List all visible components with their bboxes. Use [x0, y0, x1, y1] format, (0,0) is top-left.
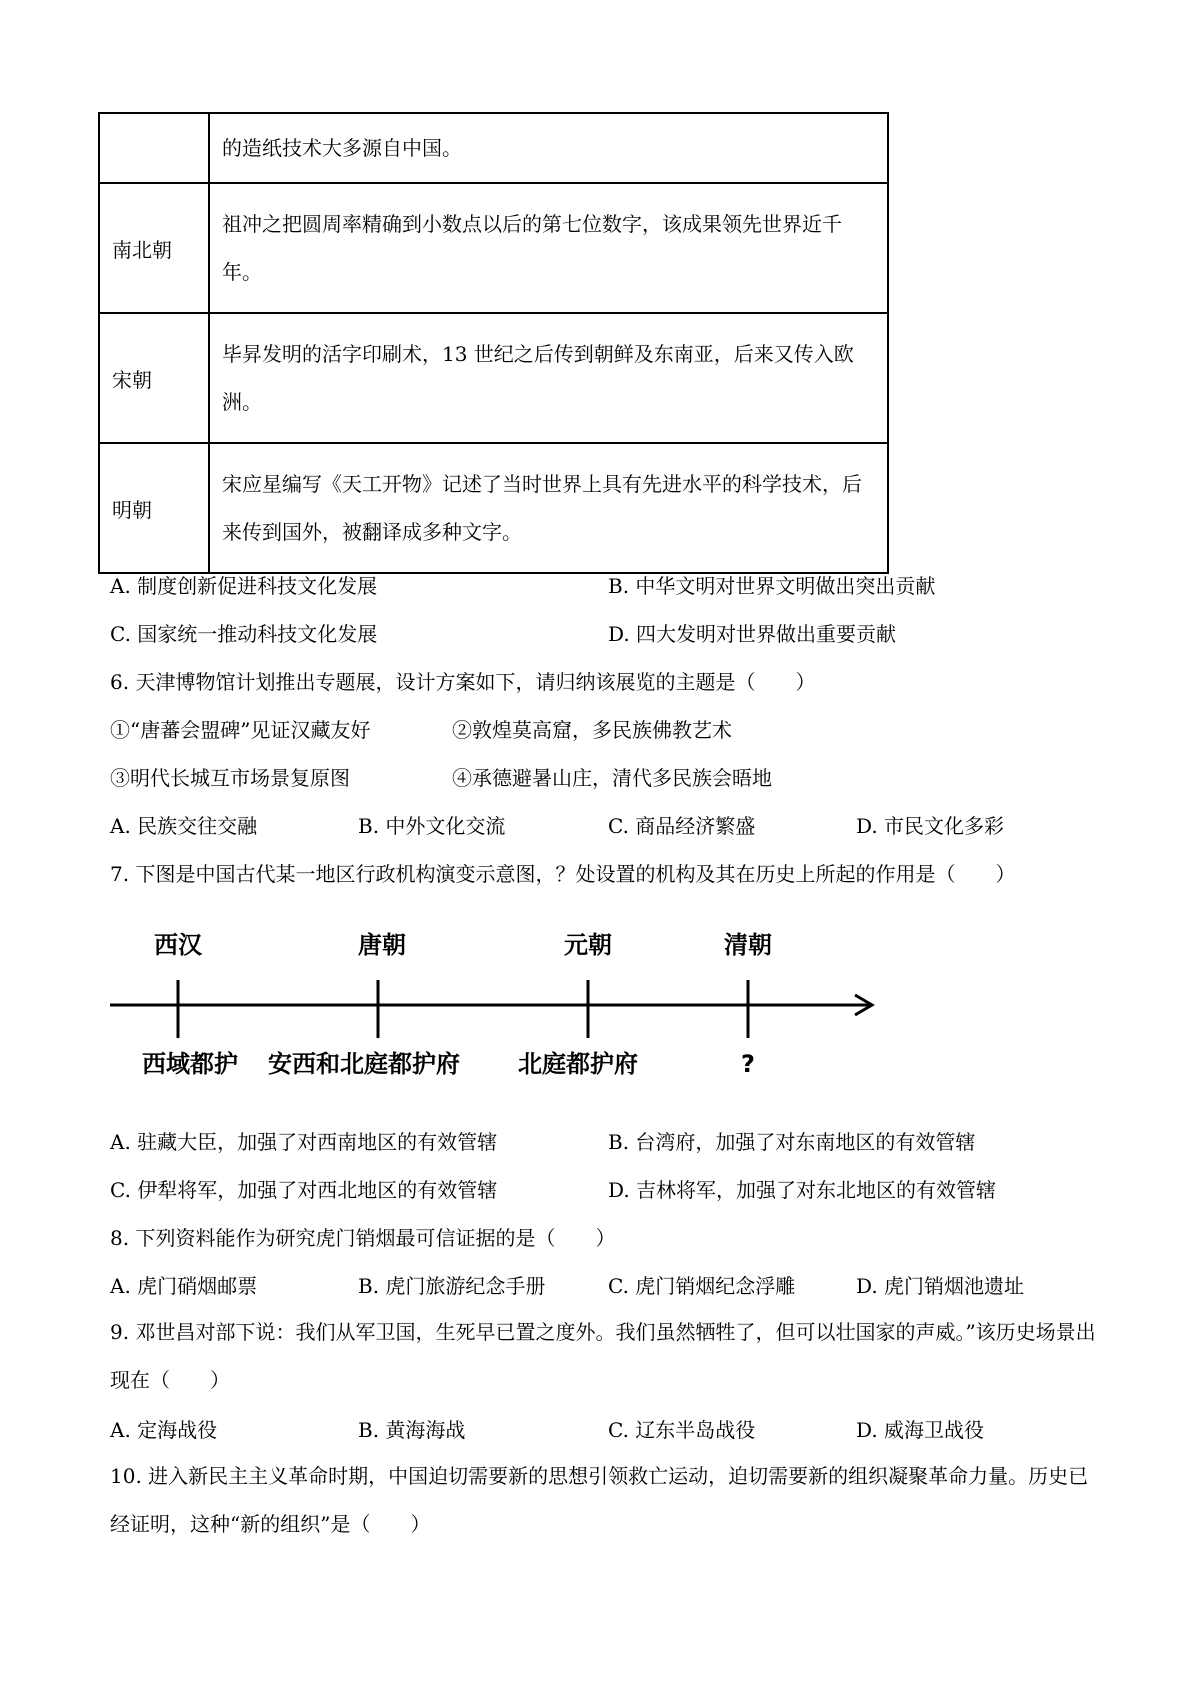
q9-stem: 9. 邓世昌对部下说：我们从军卫国，生死早已置之度外。我们虽然牺牲了，但可以壮国家的声威。”该历史场景出现在（ ）	[110, 1320, 1096, 1392]
q6-stem: 6. 天津博物馆计划推出专题展，设计方案如下，请归纳该展览的主题是（ ）	[110, 670, 816, 694]
q6-item-3: ③明代长城互市场景复原图	[110, 766, 350, 790]
q7-option-d: D. 吉林将军，加强了对东北地区的有效管辖	[608, 1178, 997, 1202]
table-row	[99, 183, 888, 313]
q6-item-2: ②敦煌莫高窟，多民族佛教艺术	[452, 718, 732, 742]
table-row	[99, 113, 888, 183]
q6-option-d: D. 市民文化多彩	[856, 814, 1005, 838]
description-cell: 毕昇发明的活字印刷术，13 世纪之后传到朝鲜及东南亚，后来又传入欧洲。	[209, 313, 888, 443]
era-cell: 明朝	[99, 443, 209, 573]
institution-label-unknown: ?	[741, 1050, 755, 1078]
q9-option-c: C. 辽东半岛战役	[608, 1418, 756, 1442]
q6-option-b: B. 中外文化交流	[358, 814, 506, 838]
q9-option-b: B. 黄海海战	[358, 1418, 466, 1442]
q7-option-a: A. 驻藏大臣，加强了对西南地区的有效管辖	[110, 1130, 498, 1154]
description-cell: 宋应星编写《天工开物》记述了当时世界上具有先进水平的科学技术，后来传到国外，被翻译成多种文字。	[209, 443, 888, 573]
q7-option-b: B. 台湾府，加强了对东南地区的有效管辖	[608, 1130, 976, 1154]
description-cell: 祖冲之把圆周率精确到小数点以后的第七位数字，该成果领先世界近千年。	[209, 183, 888, 313]
table-row	[99, 313, 888, 443]
q6-option-a: A. 民族交往交融	[110, 814, 258, 838]
era-label: 西汉	[154, 931, 202, 959]
q8-stem: 8. 下列资料能作为研究虎门销烟最可信证据的是（ ）	[110, 1226, 616, 1250]
science-culture-table	[98, 112, 889, 574]
institution-label: 北庭都护府	[518, 1050, 638, 1078]
q7-stem: 7. 下图是中国古代某一地区行政机构演变示意图，？处设置的机构及其在历史上所起的作用是（ ）	[110, 862, 1016, 886]
q7-option-c: C. 伊犁将军，加强了对西北地区的有效管辖	[110, 1178, 498, 1202]
q5-option-d: D. 四大发明对世界做出重要贡献	[608, 622, 897, 646]
q6-option-c: C. 商品经济繁盛	[608, 814, 756, 838]
table-row	[99, 443, 888, 573]
q8-option-b: B. 虎门旅游纪念手册	[358, 1274, 546, 1298]
era-label: 唐朝	[358, 931, 406, 959]
institution-label: 安西和北庭都护府	[268, 1050, 460, 1078]
era-label: 清朝	[724, 931, 772, 959]
era-cell	[99, 113, 209, 183]
q8-option-c: C. 虎门销烟纪念浮雕	[608, 1274, 796, 1298]
q8-option-d: D. 虎门销烟池遗址	[856, 1274, 1025, 1298]
era-label: 元朝	[564, 931, 612, 959]
admin-timeline-diagram	[100, 910, 900, 1105]
q6-item-4: ④承德避暑山庄，清代多民族会晤地	[452, 766, 772, 790]
era-cell: 南北朝	[99, 183, 209, 313]
timeline-svg	[100, 910, 900, 1100]
q6-item-1: ①“唐蕃会盟碑”见证汉藏友好	[110, 718, 371, 742]
q8-option-a: A. 虎门硝烟邮票	[110, 1274, 258, 1298]
description-cell: 的造纸技术大多源自中国。	[209, 113, 888, 183]
q5-option-b: B. 中华文明对世界文明做出突出贡献	[608, 574, 936, 598]
q5-option-c: C. 国家统一推动科技文化发展	[110, 622, 378, 646]
q10-stem: 10. 进入新民主主义革命时期，中国迫切需要新的思想引领救亡运动，迫切需要新的组织凝聚革命力量。历史已经证明，这种“新的组织”是（ ）	[110, 1464, 1089, 1536]
q5-option-a: A. 制度创新促进科技文化发展	[110, 574, 378, 598]
q9-option-a: A. 定海战役	[110, 1418, 218, 1442]
q9-option-d: D. 威海卫战役	[856, 1418, 985, 1442]
institution-label: 西域都护	[142, 1050, 238, 1078]
era-cell: 宋朝	[99, 313, 209, 443]
